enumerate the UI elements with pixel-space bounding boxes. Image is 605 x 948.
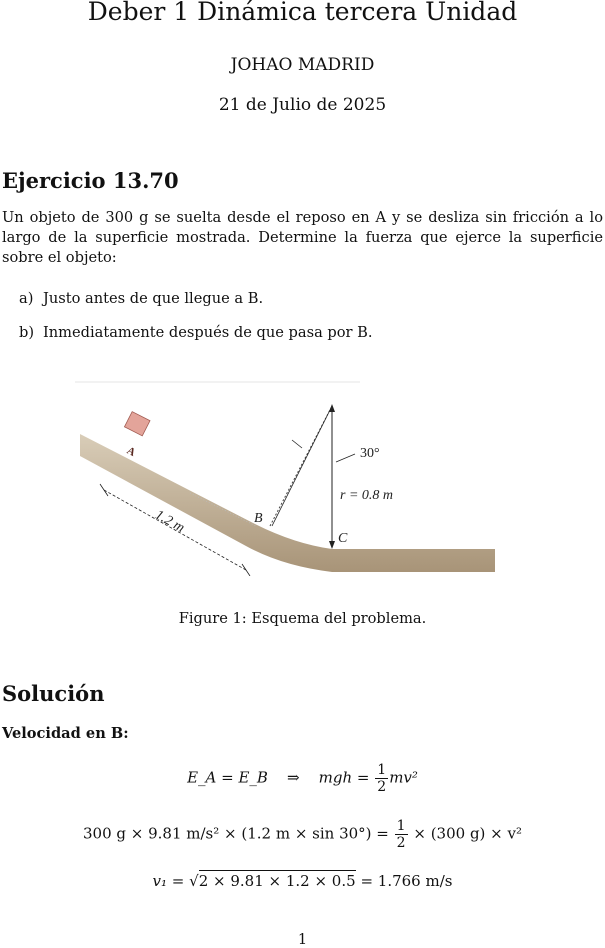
point-b-label: B bbox=[254, 511, 263, 526]
block-a-label: A bbox=[124, 444, 138, 459]
list-item-label: a) bbox=[19, 290, 34, 307]
radius-label: r = 0.8 m bbox=[340, 488, 394, 503]
figure-caption: Figure 1: Esquema del problema. bbox=[178, 610, 427, 627]
list-item bbox=[19, 290, 263, 307]
document-author: JOHAO MADRID bbox=[230, 55, 375, 75]
inclined-surface bbox=[80, 434, 495, 572]
solution-heading: Solución bbox=[2, 681, 105, 706]
document-date: 21 de Julio de 2025 bbox=[218, 95, 387, 115]
exercise-statement: Un objeto de 300 g se suelta desde el reposo en A y se desliza sin fricción a lo largo de la superficie mostrada. Determine la fuerza que ejerce la superficie sobre el objeto: bbox=[2, 209, 603, 266]
equation-velocity: v₁ = √2 × 9.81 × 1.2 × 0.5 = 1.766 m/s bbox=[152, 872, 453, 890]
document-title: Deber 1 Dinámica tercera Unidad bbox=[87, 0, 518, 26]
block-a bbox=[124, 412, 150, 436]
list-item bbox=[19, 324, 373, 341]
list-item-text: Justo antes de que llegue a B. bbox=[43, 290, 264, 307]
angle-label: 30° bbox=[360, 446, 380, 461]
equation-substitution: 300 g × 9.81 m/s² × (1.2 m × sin 30°) = $\frac{1}{2}$ × (300 g) × v² bbox=[83, 818, 522, 851]
list-item-text: Inmediatamente después de que pasa por B. bbox=[43, 324, 373, 341]
length-label: 1.2 m bbox=[152, 507, 187, 536]
exercise-heading: Ejercicio 13.70 bbox=[2, 168, 179, 193]
point-c-label: C bbox=[338, 531, 348, 546]
solution-subheading: Velocidad en B: bbox=[2, 725, 129, 742]
equation-energy: E_A = E_B ⇒ mgh = $\frac{1}{2}$ mv² bbox=[187, 762, 418, 795]
list-item-label: b) bbox=[19, 324, 35, 341]
page-number: 1 bbox=[297, 931, 308, 948]
problem-figure bbox=[70, 376, 500, 576]
